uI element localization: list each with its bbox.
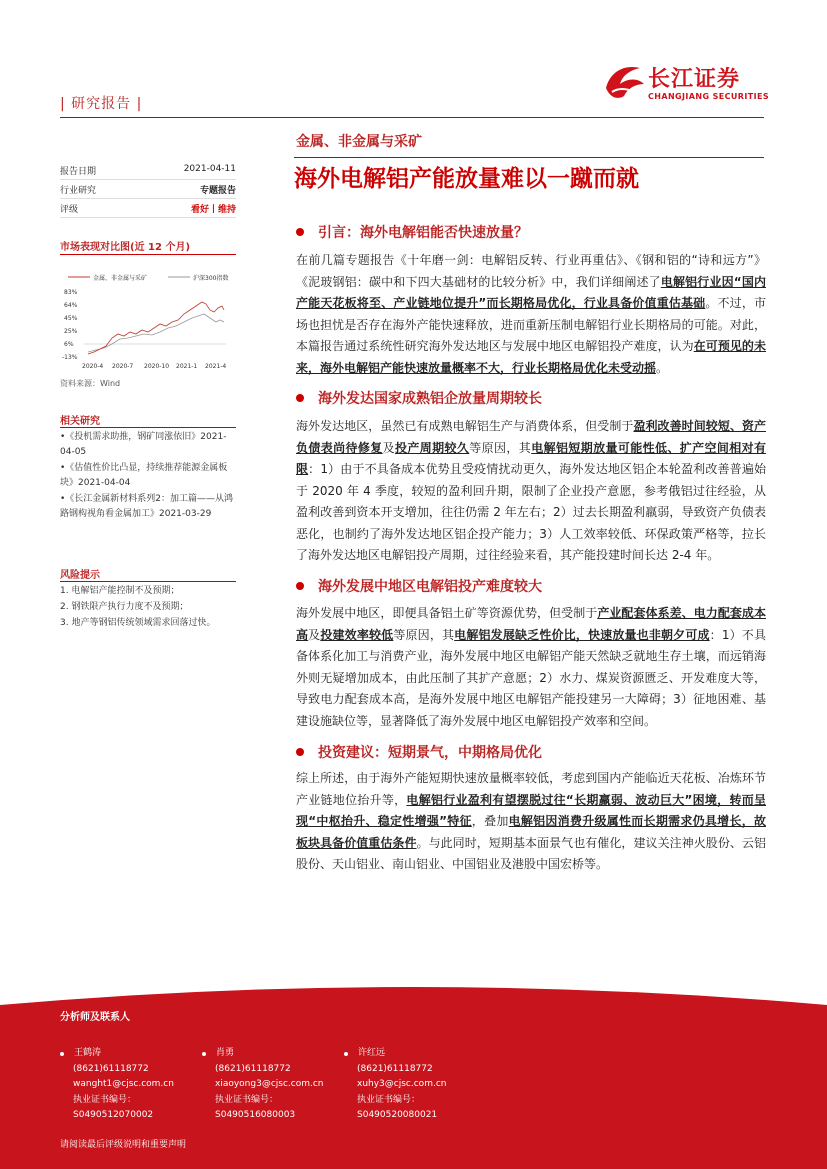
highlighted-text: 电解铝发展缺乏性价比，快速放量也非朝夕可成 xyxy=(454,627,710,642)
analysts-heading: 分析师及联系人 xyxy=(60,1012,130,1023)
legend-label-index: 沪深300指数 xyxy=(193,275,229,282)
related-research-item[interactable]: •《估值性价比凸显，持续推荐能源金属板块》2021-04-04 xyxy=(60,463,228,488)
legend-label-sector: 金属、非金属与采矿 xyxy=(93,275,148,282)
market-performance-chart xyxy=(60,262,236,374)
bullet-dot-icon xyxy=(296,582,304,590)
x-tick-label: 2020-10 xyxy=(144,363,170,370)
section-heading-text: 引言：海外电解铝能否快速放量？ xyxy=(318,225,528,241)
cert-number: S0490512070002 xyxy=(73,1110,154,1120)
section-heading-intro xyxy=(296,222,528,242)
body-text: 在前几篇专题报告《十年磨一剑：电解铝反转、行业再重估》、《钢和铝的“诗和远方”》《泥玻钢铝：碳中和下四大基础材的比较分析》中，我们详细阐述了 xyxy=(296,253,766,289)
analyst-email[interactable]: wanght1@cjsc.com.cn xyxy=(73,1079,174,1089)
disclaimer-text[interactable]: 请阅读最后评级说明和重要声明 xyxy=(60,1140,187,1150)
meta-row-rating xyxy=(60,202,236,218)
body-text: 及 xyxy=(382,440,396,455)
analyst-email[interactable]: xiaoyong3@cjsc.com.cn xyxy=(215,1079,324,1089)
title-divider xyxy=(294,157,764,158)
meta-value: 2021-04-11 xyxy=(183,164,236,174)
company-logo-text: 长江证券 xyxy=(648,67,741,92)
cert-label: 执业证书编号： xyxy=(73,1094,137,1105)
bullet-icon xyxy=(344,1052,348,1056)
section-heading-developing xyxy=(296,576,542,596)
section-heading-text: 投资建议：短期景气，中期格局优化 xyxy=(318,745,542,761)
analyst-contact xyxy=(202,1046,352,1124)
body-text: 综上所述，由于海外产能短期快速放量概率较低，考虑到国内产能临近天花板、冶炼环节产业链地位抬升等， xyxy=(296,771,766,807)
header-divider xyxy=(60,117,764,118)
y-tick-label: 83% xyxy=(64,289,78,296)
bullet-dot-icon xyxy=(296,394,304,402)
section-body-developing xyxy=(296,603,766,732)
y-tick-label: -13% xyxy=(62,354,78,361)
body-text: 等原因，其 xyxy=(469,440,532,455)
bullet-icon xyxy=(60,1052,64,1056)
section-heading-investment xyxy=(296,742,542,762)
highlighted-text: 产业配套体系差、电力配套成本高 xyxy=(296,606,766,642)
section-body-developed xyxy=(296,416,766,567)
company-logo-english: CHANGJIANG SECURITIES xyxy=(648,92,770,101)
x-tick-label: 2021-1 xyxy=(176,363,198,370)
highlighted-text: 电解铝行业因“国内产能天花板将至、产业链地位提升”而长期格局优化，行业具备价值重估基础 xyxy=(296,274,766,310)
meta-label: 行业研究 xyxy=(60,186,97,196)
analyst-phone: (8621)61118772 xyxy=(215,1063,291,1074)
risk-item: 3. 地产等钢铝传统领域需求回落过快。 xyxy=(60,618,216,628)
highlighted-text: 电解铝短期放量可能性低、扩产空间相对有限 xyxy=(296,440,766,476)
body-text: ：1）由于不具备成本优势且受疫情扰动更久，海外发达地区铝企本轮盈利改善普遍始于 2020 年 4 季度，较短的盈利回升期，限制了企业投产意愿，参考俄铝过往经验，从盈利改善到资本开支增加，往往仍需 2 年左右；2）过去长期盈利羸弱，导致资产负债表恶化，也制约了海外发达地区铝企投产能力；3）人工效率较低、环保政策严格等，拉长了海外发达地区电解铝投产周期，过往经验来看，其产能投建时间长达 2-4 年。 xyxy=(296,462,766,562)
analyst-name: 许红远 xyxy=(358,1048,386,1058)
risk-heading: 风险提示 xyxy=(60,570,100,581)
y-tick-label: 45% xyxy=(64,315,78,322)
body-text: ：1）不具备体系化加工与消费产业，海外发展中地区电解铝产能天然缺乏就地生存土壤，而远销海外则无疑增加成本，由此压制了其扩产意愿；2）水力、煤炭资源匮乏、开发难度大等，导致电力配套成本高，是海外发展中地区电解铝产能投建另一大障碍；3）征地困难、基建设施缺位等，显著降低了海外发展中地区电解铝投产效率和空间。 xyxy=(296,627,766,728)
body-text: 及 xyxy=(308,627,321,642)
highlighted-text: 电解铝因消费升级属性而长期需求仍具增长，故板块具备价值重估条件 xyxy=(296,814,766,850)
body-text: 。 xyxy=(656,360,669,375)
related-research-item[interactable]: •《长江金属新材料系列2：加工篇——从鸿路钢构视角看金属加工》2021-03-29 xyxy=(60,494,234,519)
x-tick-label: 2021-4 xyxy=(205,363,227,370)
section-heading-developed xyxy=(296,388,542,408)
related-research-item[interactable]: •《投机需求助推，钢矿同涨依旧》2021-04-05 xyxy=(60,432,227,457)
meta-value: 专题报告 xyxy=(199,186,236,196)
section-body-investment xyxy=(296,768,766,876)
highlighted-text: 投产周期较久 xyxy=(395,440,470,455)
bullet-dot-icon xyxy=(296,228,304,236)
bullet-icon xyxy=(202,1052,206,1056)
meta-row-type xyxy=(60,183,236,199)
cert-number: S0490520080021 xyxy=(357,1110,438,1120)
related-research-list xyxy=(60,430,238,523)
index-series-line xyxy=(88,314,224,352)
body-text: ，叠加 xyxy=(471,814,509,828)
analyst-phone: (8621)61118772 xyxy=(357,1063,433,1074)
risk-item: 2. 钢铁限产执行力度不及预期； xyxy=(60,602,189,612)
related-research-heading: 相关研究 xyxy=(60,416,100,427)
report-type-tag: | 研究报告 | xyxy=(60,96,143,112)
chart-heading: 市场表现对比图(近 12 个月) xyxy=(60,242,191,253)
cert-label: 执业证书编号： xyxy=(357,1094,421,1105)
chart-source: 资料来源：Wind xyxy=(60,379,121,388)
cert-label: 执业证书编号： xyxy=(215,1094,279,1105)
meta-label: 评级 xyxy=(60,205,79,215)
analyst-name: 肖勇 xyxy=(216,1048,235,1058)
rating-value: 看好丨维持 xyxy=(190,205,236,215)
risk-list xyxy=(60,584,238,632)
highlighted-text: 投建效率较低 xyxy=(320,627,394,642)
highlighted-text: 在可预见的未来，海外电解铝产能快速放量概率不大，行业长期格局优化未受动摇 xyxy=(296,339,766,375)
meta-row-date xyxy=(60,164,236,180)
section-body-intro xyxy=(296,250,766,379)
body-text: 等原因，其 xyxy=(393,627,455,642)
section-heading-text: 海外发展中地区电解铝投产难度较大 xyxy=(318,579,542,595)
analyst-email[interactable]: xuhy3@cjsc.com.cn xyxy=(357,1079,447,1089)
y-tick-label: 64% xyxy=(64,302,78,309)
body-text: 。与此同时，短期基本面景气也有催化，建议关注神火股份、云铝股份、天山铝业、南山铝业、中国铝业及港股中国宏桥等。 xyxy=(296,835,766,871)
analyst-contact xyxy=(344,1046,494,1124)
chart-heading-divider xyxy=(60,254,236,255)
body-text: 海外发展中地区，即便具备铝土矿等资源优势，但受制于 xyxy=(296,606,598,620)
analyst-phone: (8621)61118772 xyxy=(73,1063,149,1074)
risk-item: 1. 电解铝产能控制不及预期； xyxy=(60,586,180,596)
risk-divider xyxy=(60,581,236,582)
body-text: 海外发达地区，虽然已有成熟电解铝生产与消费体系，但受制于 xyxy=(296,419,634,433)
x-tick-label: 2020-7 xyxy=(112,363,134,370)
analyst-name: 王鹤涛 xyxy=(74,1048,102,1058)
highlighted-text: 电解铝行业盈利有望摆脱过往“长期羸弱、波动巨大”困境，转而呈现“中枢抬升、稳定性增强”特征 xyxy=(296,792,766,828)
x-tick-label: 2020-4 xyxy=(82,363,104,370)
analyst-contact xyxy=(60,1046,210,1124)
bullet-dot-icon xyxy=(296,748,304,756)
cert-number: S0490516080003 xyxy=(215,1110,296,1120)
section-heading-text: 海外发达国家成熟铝企放量周期较长 xyxy=(318,391,542,407)
company-logo-icon xyxy=(600,58,646,104)
highlighted-text: 盈利改善时间较短、资产负债表尚待修复 xyxy=(296,419,766,455)
industry-sector: 金属、非金属与采矿 xyxy=(296,134,422,150)
meta-label: 报告日期 xyxy=(60,167,97,177)
y-tick-label: 25% xyxy=(64,328,78,335)
report-title: 海外电解铝产能放量难以一蹴而就 xyxy=(294,166,639,192)
y-tick-label: 6% xyxy=(64,341,74,348)
related-research-divider xyxy=(60,427,236,428)
body-text: 。不过，市场也担忧是否存在海外产能快速释放，进而重新压制电解铝行业长期格局的可能。对此，本篇报告通过系统性研究海外发达地区与发展中地区电解铝投产难度，认为 xyxy=(296,296,766,353)
